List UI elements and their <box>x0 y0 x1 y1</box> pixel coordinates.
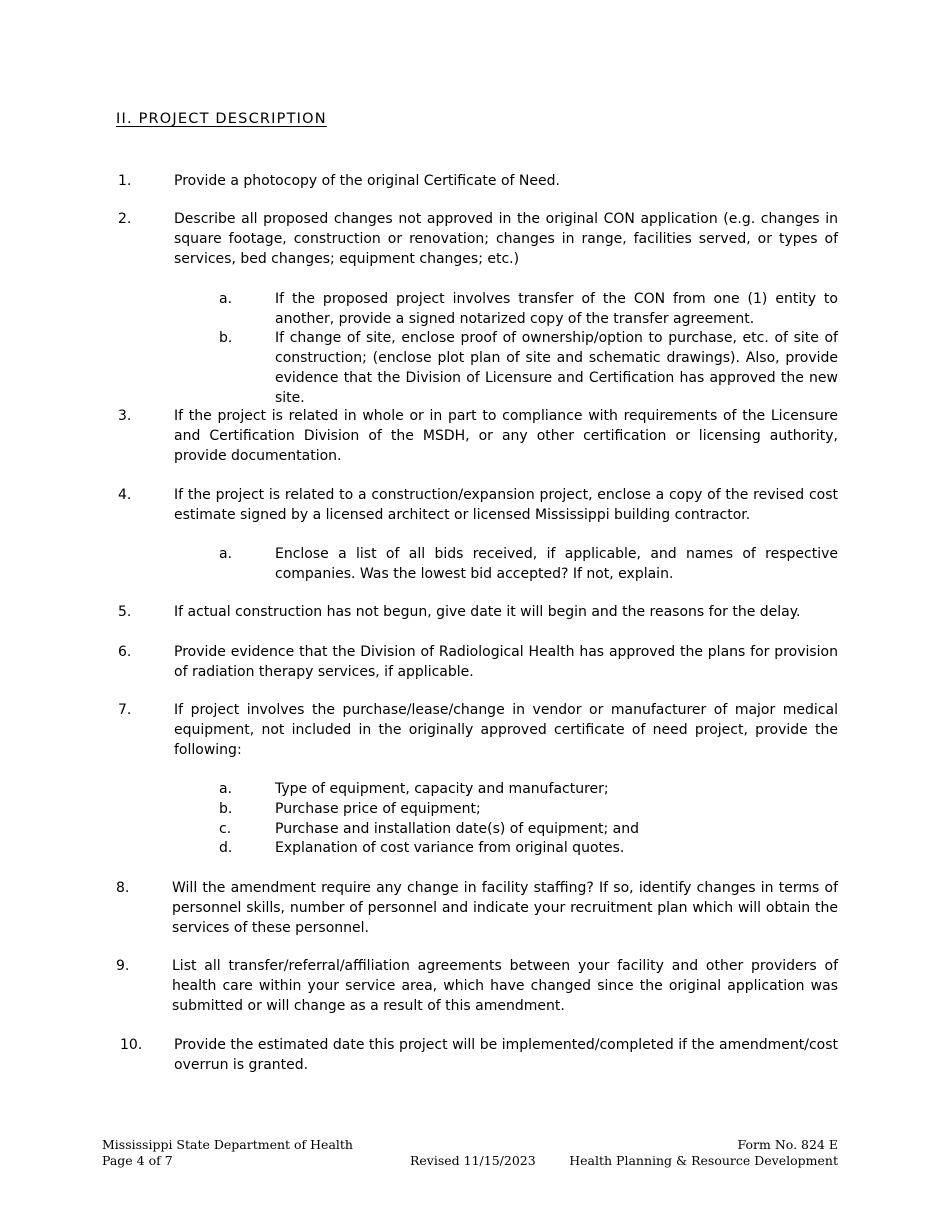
item-text: Describe all proposed changes not approved in the original CON application (e.g. changes in square footage, construction or renovation; changes in range, facilities served, or types of services, bed changes; equipment changes; etc.) <box>174 211 838 267</box>
footer-org: Mississippi State Department of Health <box>102 1137 353 1152</box>
sub-item-text: If change of site, enclose proof of ownership/option to purchase, etc. of site of construction; (enclose plot plan of site and schematic drawings). Also, provide evidence that the Division of Licensure and Certification has approved the new site. <box>275 330 838 406</box>
sub-item-text: Purchase price of equipment; <box>275 801 481 817</box>
item-text: Provide evidence that the Division of Radiological Health has approved the plans for provision of radiation therapy services, if applicable. <box>174 644 838 680</box>
item-number: 5. <box>118 604 132 620</box>
sub-item-label: a. <box>219 546 233 562</box>
sub-item-label: a. <box>219 291 233 307</box>
item-text: Provide the estimated date this project will be implemented/completed if the amendment/cost overrun is granted. <box>174 1037 838 1073</box>
sub-item-label: a. <box>219 781 233 797</box>
item-text: Will the amendment require any change in facility staffing? If so, identify changes in terms of personnel skills, number of personnel and indicate your recruitment plan which will obtain the services of these personnel. <box>172 880 838 936</box>
sub-item-text: Enclose a list of all bids received, if applicable, and names of respective companies. Was the lowest bid accepted? If not, explain. <box>275 546 838 582</box>
item-number: 9. <box>116 958 130 974</box>
sub-item-text: Explanation of cost variance from original quotes. <box>275 840 625 856</box>
item-text: If project involves the purchase/lease/change in vendor or manufacturer of major medical equipment, not included in the originally approved certificate of need project, provide the following: <box>174 702 838 758</box>
item-text: Provide a photocopy of the original Certificate of Need. <box>174 173 560 189</box>
item-number: 3. <box>118 408 132 424</box>
sub-item-label: c. <box>219 821 232 837</box>
footer-form-number: Form No. 824 E <box>737 1137 838 1152</box>
item-text: If actual construction has not begun, give date it will begin and the reasons for the delay. <box>174 604 801 620</box>
sub-item-text: If the proposed project involves transfer of the CON from one (1) entity to another, provide a signed notarized copy of the transfer agreement. <box>275 291 838 327</box>
footer-department: Health Planning & Resource Development <box>569 1153 838 1168</box>
item-text: List all transfer/referral/affiliation agreements between your facility and other providers of health care within your service area, which have changed since the original application was submitted or will change as a result of this amendment. <box>172 958 838 1014</box>
sub-item-label: d. <box>219 840 233 856</box>
item-number: 6. <box>118 644 132 660</box>
item-number: 10. <box>120 1037 143 1053</box>
footer-revised-date: Revised 11/15/2023 <box>410 1153 536 1168</box>
sub-item-label: b. <box>219 330 233 346</box>
sub-item-text: Purchase and installation date(s) of equipment; and <box>275 821 640 837</box>
sub-item-text: Type of equipment, capacity and manufacturer; <box>275 781 609 797</box>
item-number: 8. <box>116 880 130 896</box>
item-number: 1. <box>118 173 132 189</box>
item-number: 7. <box>118 702 132 718</box>
item-text: If the project is related in whole or in part to compliance with requirements of the Licensure and Certification Division of the MSDH, or any other certification or licensing authority, provide documentation. <box>174 408 838 464</box>
footer-page-number: Page 4 of 7 <box>102 1153 173 1168</box>
item-number: 4. <box>118 487 132 503</box>
item-number: 2. <box>118 211 132 227</box>
section-heading: II. PROJECT DESCRIPTION <box>116 111 327 127</box>
sub-item-label: b. <box>219 801 233 817</box>
item-text: If the project is related to a construction/expansion project, enclose a copy of the revised cost estimate signed by a licensed architect or licensed Mississippi building contractor. <box>174 487 838 523</box>
